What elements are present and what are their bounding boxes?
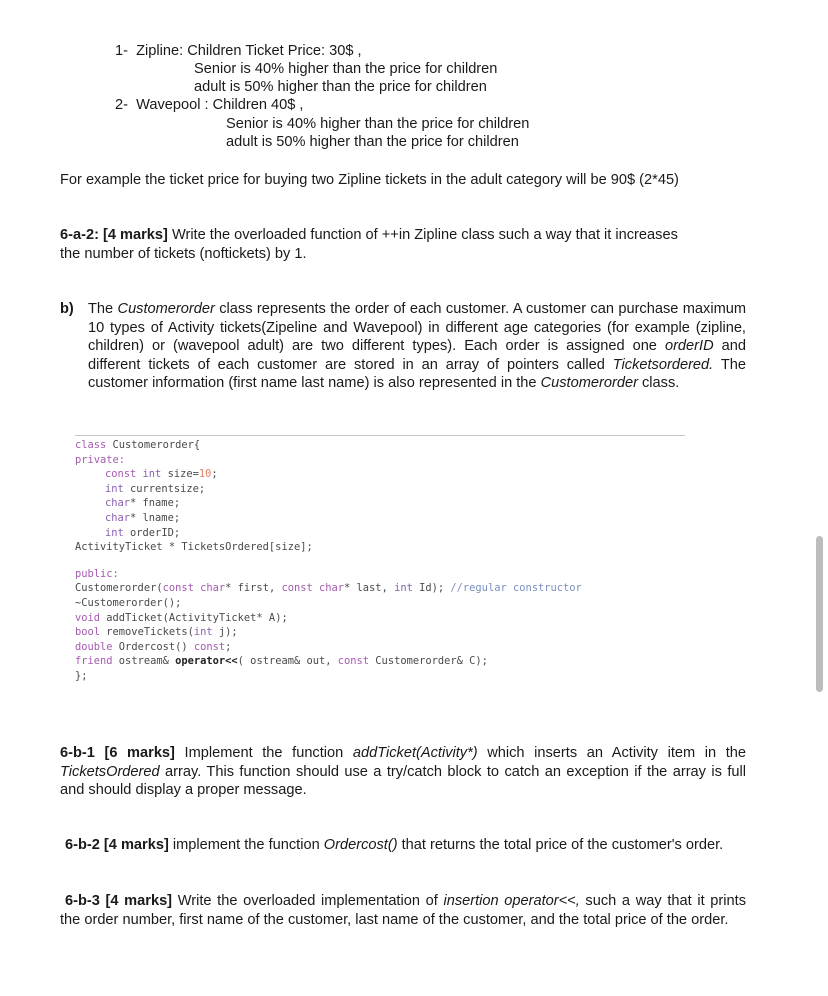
code-line: char* fname; xyxy=(105,497,181,510)
code-line: public: xyxy=(75,567,119,580)
question-6b3: 6-b-3 [4 marks] Write the overloaded implementation of insertion operator<<, such a way that it prints the order number, first name of the customer, last name of the customer, and the total price of the order. xyxy=(60,893,746,928)
code-line: int currentsize; xyxy=(105,482,206,495)
list-item-2-senior: Senior is 40% higher than the price for children xyxy=(226,116,530,132)
question-6a2: 6-a-2: [4 marks] Write the overloaded function of ++in Zipline class such a way that it increases the number of tickets (noftickets) by 1. xyxy=(60,227,678,262)
list-item-1-adult: adult is 50% higher than the price for children xyxy=(194,79,487,95)
code-line: ActivityTicket * TicketsOrdered[size]; xyxy=(75,541,313,554)
list-item-1: 1- Zipline: Children Ticket Price: 30$ , xyxy=(115,43,362,59)
code-block xyxy=(75,438,582,684)
example-text: For example the ticket price for buying two Zipline tickets in the adult category will be 90$ (2*45) xyxy=(60,172,679,188)
code-line: int orderID; xyxy=(105,526,181,539)
question-b-text: The Customerorder class represents the order of each customer. A customer can purchase maximum 10 types of Activity tickets(Zipeline and Wavepool) in different age categories (for example (zipline, children) or (wavepool adult) are two different types). Each order is assigned one orderID and different tickets of each customer are stored in an array of pointers called Ticketsordered. The customer information (first name last name) is also represented in the Customerorder class. xyxy=(88,301,747,392)
code-line: const int size=10; xyxy=(105,468,218,481)
code-line: friend ostream& operator<<( ostream& out, const Customerorder& C); xyxy=(75,655,488,668)
list-item-2: 2- Wavepool : Children 40$ , xyxy=(115,97,304,113)
code-line: }; xyxy=(75,669,88,682)
list-item-1-senior: Senior is 40% higher than the price for children xyxy=(194,61,498,77)
vertical-scrollbar[interactable] xyxy=(816,536,823,692)
question-6b2: 6-b-2 [4 marks] implement the function Ordercost() that returns the total price of the customer's order. xyxy=(65,837,724,853)
code-divider xyxy=(75,435,685,436)
code-line: class Customerorder{ xyxy=(75,439,201,451)
code-line: ~Customerorder(); xyxy=(75,596,182,609)
question-b-label: b) xyxy=(60,301,74,317)
code-line: Customerorder(const char* first, const char* last, int Id); //regular constructor xyxy=(75,582,582,595)
code-line: double Ordercost() const; xyxy=(75,640,232,653)
code-line: char* lname; xyxy=(105,511,181,524)
code-line: private: xyxy=(75,453,126,466)
code-line: bool removeTickets(int j); xyxy=(75,626,238,639)
code-line: void addTicket(ActivityTicket* A); xyxy=(75,611,288,624)
list-item-2-adult: adult is 50% higher than the price for children xyxy=(226,134,519,150)
question-6b1: 6-b-1 [6 marks] Implement the function addTicket(Activity*) which inserts an Activity item in the TicketsOrdered array. This function should use a try/catch block to catch an exception if the array is full and should display a proper message. xyxy=(60,745,746,799)
